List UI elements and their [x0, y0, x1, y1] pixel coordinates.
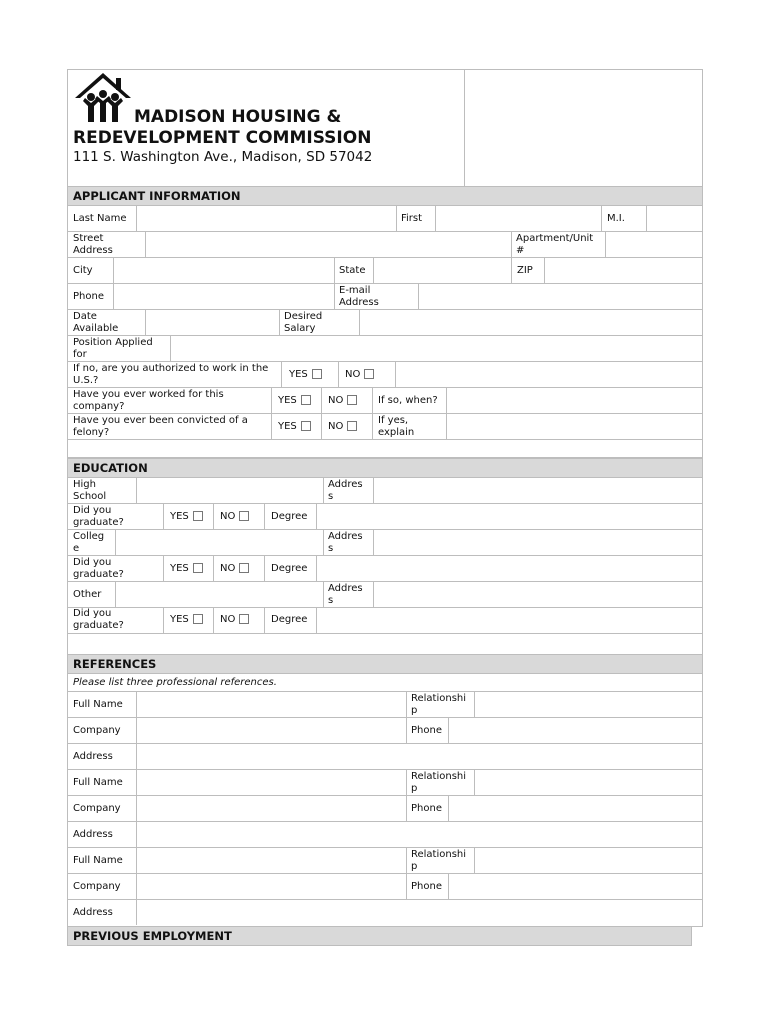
- high-school-yes-option[interactable]: YES: [170, 511, 203, 523]
- ref1-label-relationship: Relationshi p: [411, 693, 467, 716]
- label-college-address: Addres s: [328, 531, 363, 554]
- label-state: State: [339, 265, 366, 276]
- section-applicant-information: APPLICANT INFORMATION: [67, 186, 703, 206]
- label-street-address: Street Address: [73, 233, 113, 256]
- label-zip: ZIP: [517, 265, 533, 276]
- convicted-yes-checkbox[interactable]: [301, 421, 311, 431]
- label-last-name: Last Name: [73, 213, 127, 224]
- label-high-school-address: Addres s: [328, 479, 363, 502]
- ref3-label-relationship: Relationshi p: [411, 849, 467, 872]
- college-degree-field[interactable]: [317, 556, 702, 581]
- ref1-full-name-field[interactable]: [137, 692, 406, 717]
- ref3-phone-field[interactable]: [449, 874, 702, 899]
- house-logo-icon: [72, 70, 134, 126]
- ref1-label-company: Company: [73, 725, 121, 736]
- worked-no-option[interactable]: NO: [328, 395, 357, 407]
- college-field[interactable]: [116, 530, 323, 555]
- ref3-label-address: Address: [73, 907, 113, 918]
- label-if-so-when: If so, when?: [378, 395, 438, 406]
- other-school-field[interactable]: [116, 582, 323, 607]
- phone-field[interactable]: [114, 284, 334, 309]
- high-school-address-field[interactable]: [374, 478, 702, 503]
- label-desired-salary: Desired Salary: [284, 311, 323, 334]
- ref2-label-relationship: Relationshi p: [411, 771, 467, 794]
- label-college-graduate: Did you graduate?: [73, 557, 124, 580]
- mi-field[interactable]: [647, 206, 702, 231]
- ref2-label-address: Address: [73, 829, 113, 840]
- label-date-available: Date Available: [73, 311, 119, 334]
- references-instructions: Please list three professional references.: [73, 677, 277, 688]
- label-convicted-felony: Have you ever been convicted of a felony?: [73, 415, 248, 438]
- label-college: Colleg e: [73, 531, 105, 554]
- label-email-address: E-mail Address: [339, 285, 379, 308]
- label-other: Other: [73, 589, 102, 600]
- college-yes-option[interactable]: YES: [170, 563, 203, 575]
- high-school-degree-field[interactable]: [317, 504, 702, 529]
- ref1-relationship-field[interactable]: [475, 692, 702, 717]
- first-name-field[interactable]: [436, 206, 601, 231]
- ref2-label-company: Company: [73, 803, 121, 814]
- ref1-label-full-name: Full Name: [73, 699, 123, 710]
- label-other-degree: Degree: [271, 614, 308, 625]
- org-name-line2: REDEVELOPMENT COMMISSION: [73, 128, 372, 148]
- ref2-label-full-name: Full Name: [73, 777, 123, 788]
- ref1-label-phone: Phone: [411, 725, 442, 736]
- label-authorized-to-work: If no, are you authorized to work in the U.S.?: [73, 363, 269, 386]
- label-worked-for-company: Have you ever worked for this company?: [73, 389, 224, 412]
- label-other-graduate: Did you graduate?: [73, 608, 124, 631]
- high-school-yes-checkbox[interactable]: [193, 511, 203, 521]
- date-available-field[interactable]: [146, 310, 279, 335]
- label-city: City: [73, 265, 93, 276]
- worked-when-field[interactable]: [447, 388, 702, 413]
- label-position-applied: Position Applied for: [73, 337, 153, 360]
- high-school-no-checkbox[interactable]: [239, 511, 249, 521]
- ref3-address-field[interactable]: [137, 900, 702, 925]
- other-no-option[interactable]: NO: [220, 614, 249, 626]
- label-apartment-unit: Apartment/Unit #: [516, 233, 594, 256]
- apartment-unit-field[interactable]: [606, 232, 702, 257]
- college-address-field[interactable]: [374, 530, 702, 555]
- label-other-address: Addres s: [328, 583, 363, 606]
- ref3-full-name-field[interactable]: [137, 848, 406, 873]
- convicted-yes-option[interactable]: YES: [278, 421, 311, 433]
- authorized-no-checkbox[interactable]: [364, 369, 374, 379]
- other-yes-option[interactable]: YES: [170, 614, 203, 626]
- other-no-checkbox[interactable]: [239, 614, 249, 624]
- section-references: REFERENCES: [67, 654, 703, 674]
- other-degree-field[interactable]: [317, 608, 702, 633]
- convicted-no-checkbox[interactable]: [347, 421, 357, 431]
- label-college-degree: Degree: [271, 563, 308, 574]
- college-no-checkbox[interactable]: [239, 563, 249, 573]
- ref2-label-phone: Phone: [411, 803, 442, 814]
- section-education: EDUCATION: [67, 458, 703, 478]
- desired-salary-field[interactable]: [360, 310, 702, 335]
- org-name-line1: MADISON HOUSING &: [134, 107, 342, 127]
- college-no-option[interactable]: NO: [220, 563, 249, 575]
- other-yes-checkbox[interactable]: [193, 614, 203, 624]
- email-field[interactable]: [419, 284, 702, 309]
- label-high-school-graduate: Did you graduate?: [73, 505, 124, 528]
- authorized-yes-checkbox[interactable]: [312, 369, 322, 379]
- ref1-company-field[interactable]: [137, 718, 406, 743]
- ref3-label-company: Company: [73, 881, 121, 892]
- ref2-relationship-field[interactable]: [475, 770, 702, 795]
- zip-field[interactable]: [545, 258, 702, 283]
- worked-no-checkbox[interactable]: [347, 395, 357, 405]
- street-address-field[interactable]: [146, 232, 511, 257]
- worked-yes-checkbox[interactable]: [301, 395, 311, 405]
- ref1-label-address: Address: [73, 751, 113, 762]
- convicted-explain-field[interactable]: [447, 414, 702, 439]
- position-applied-field[interactable]: [171, 336, 702, 361]
- ref1-phone-field[interactable]: [449, 718, 702, 743]
- ref2-company-field[interactable]: [137, 796, 406, 821]
- city-field[interactable]: [114, 258, 334, 283]
- college-yes-checkbox[interactable]: [193, 563, 203, 573]
- ref3-company-field[interactable]: [137, 874, 406, 899]
- authorized-yes-option[interactable]: YES: [289, 369, 322, 381]
- label-high-school-degree: Degree: [271, 511, 308, 522]
- label-first: First: [401, 213, 423, 224]
- label-high-school: High School: [73, 479, 107, 502]
- label-mi: M.I.: [607, 213, 625, 224]
- state-field[interactable]: [374, 258, 511, 283]
- ref3-relationship-field[interactable]: [475, 848, 702, 873]
- high-school-no-option[interactable]: NO: [220, 511, 249, 523]
- label-if-yes-explain: If yes, explain: [378, 415, 415, 438]
- section-previous-employment: PREVIOUS EMPLOYMENT: [67, 926, 692, 946]
- ref2-full-name-field[interactable]: [137, 770, 406, 795]
- label-phone: Phone: [73, 291, 104, 302]
- authorized-no-option[interactable]: NO: [345, 369, 374, 381]
- ref1-address-field[interactable]: [137, 744, 702, 769]
- ref3-label-phone: Phone: [411, 881, 442, 892]
- high-school-field[interactable]: [137, 478, 323, 503]
- header-divider: [464, 69, 465, 187]
- convicted-no-option[interactable]: NO: [328, 421, 357, 433]
- worked-yes-option[interactable]: YES: [278, 395, 311, 407]
- ref2-address-field[interactable]: [137, 822, 702, 847]
- ref3-label-full-name: Full Name: [73, 855, 123, 866]
- ref2-phone-field[interactable]: [449, 796, 702, 821]
- last-name-field[interactable]: [137, 206, 396, 231]
- other-address-field[interactable]: [374, 582, 702, 607]
- org-address: 111 S. Washington Ave., Madison, SD 57042: [73, 149, 373, 165]
